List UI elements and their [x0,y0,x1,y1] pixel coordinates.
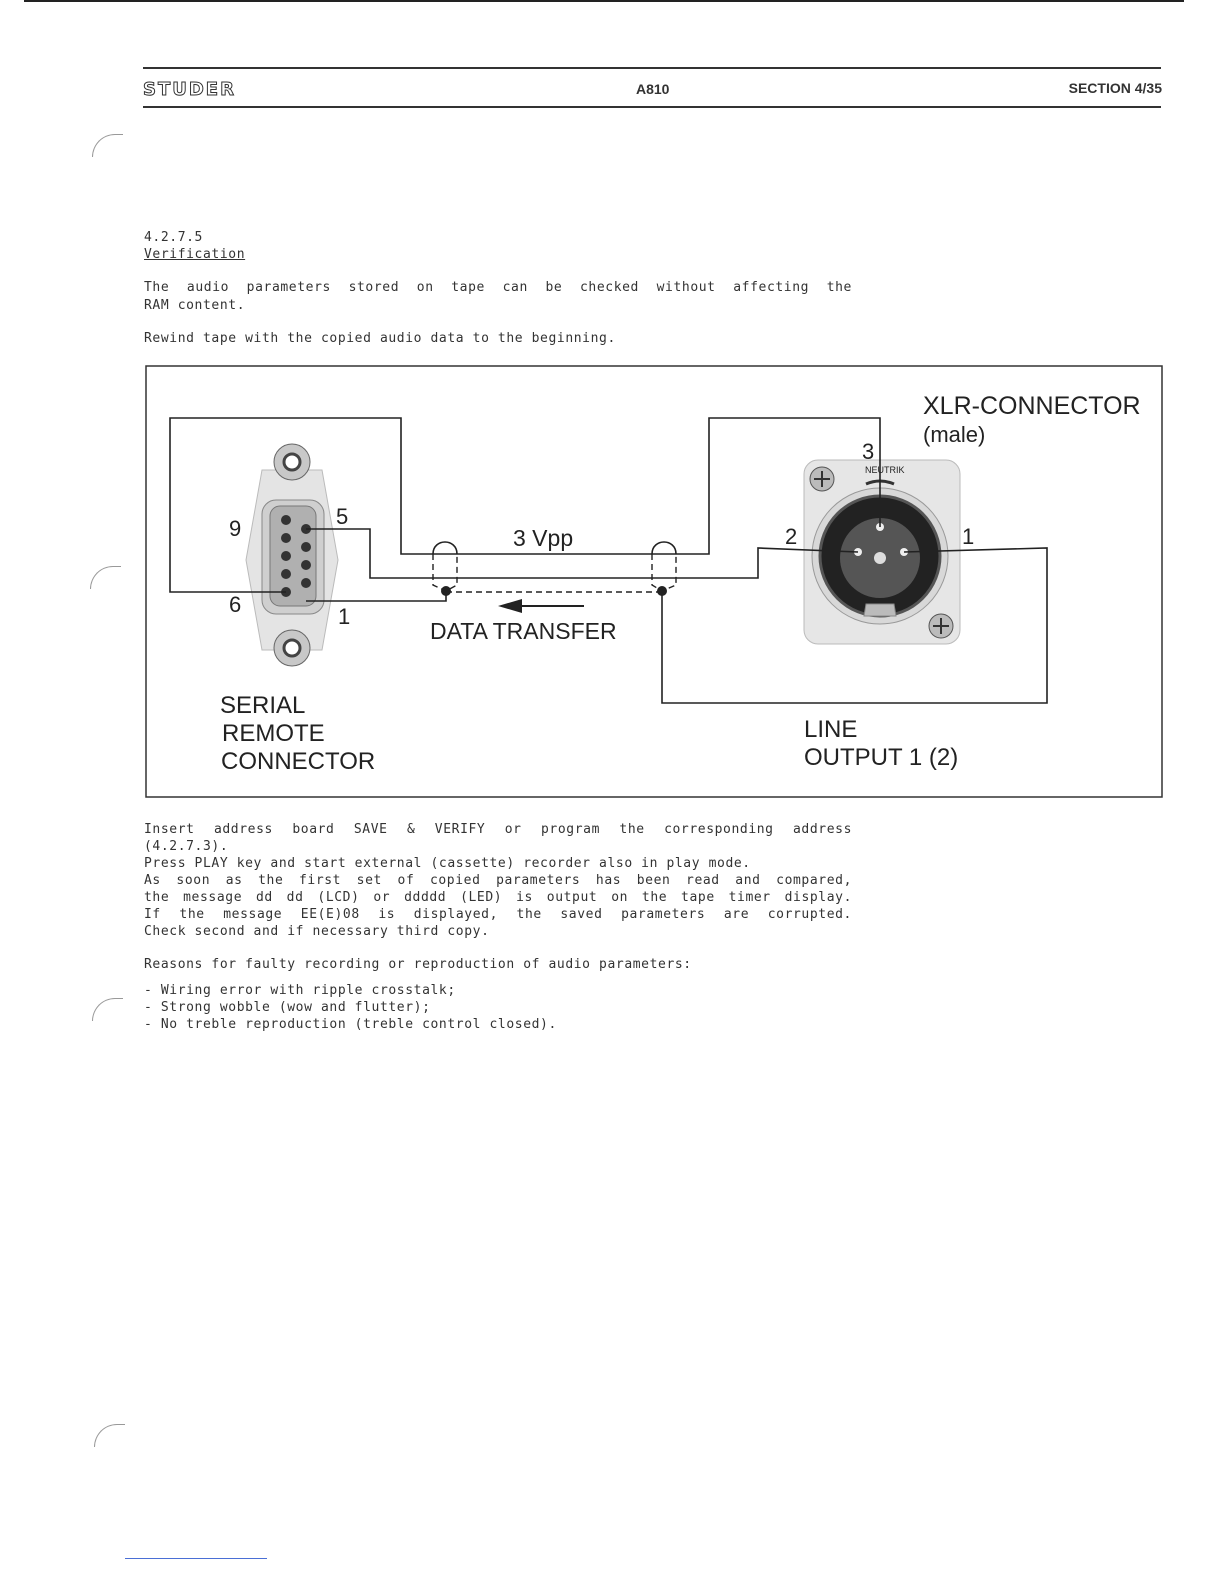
studer-logo: STUDER [143,79,236,100]
body-line-7: Check second and if necessary third copy. [144,924,490,939]
serial-label-line-2: REMOTE [222,720,325,747]
dsub-pin-5-label: 5 [336,504,349,529]
section-title: Verification [144,247,246,262]
body-line-3: Press PLAY key and start external (cassette) recorder also in play mode. [144,856,751,871]
shield-lines [433,554,676,592]
section-number: 4.2.7.5 [144,230,203,245]
shield-junction-left [441,586,451,596]
reason-item: - No treble reproduction (treble control closed). [144,1017,557,1032]
section-page-number: SECTION 4/35 [1068,80,1162,96]
signal-level-label: 3 Vpp [513,525,574,551]
reasons-title: Reasons for faulty recording or reproduction of audio parameters: [144,957,692,972]
line-output-line-2: OUTPUT 1 (2) [804,744,959,771]
line-output-line-1: LINE [804,716,858,743]
intro-line-1: The audio parameters stored on tape can be checked without affecting the [144,280,852,295]
xlr-brand-mark: NEUTRIK [865,465,905,475]
dsub-connector-photo [246,444,338,666]
body-line-5: the message dd dd (LCD) or ddddd (LED) is output on the tape timer display. [144,890,852,905]
serial-label-line-3: CONNECTOR [221,748,376,775]
body-line-2: (4.2.7.3). [144,839,229,854]
data-transfer-label: DATA TRANSFER [430,618,617,644]
xlr-title: XLR-CONNECTOR [923,392,1141,420]
xlr-pin-1-label: 1 [962,524,975,549]
footer-link-line [125,1558,267,1559]
rewind-instruction: Rewind tape with the copied audio data to the beginning. [144,331,616,346]
dsub-pin-9-label: 9 [229,516,242,541]
xlr-pin-3-label: 3 [862,439,875,464]
model-number: A810 [636,81,670,97]
body-line-6: If the message EE(E)08 is displayed, the saved parameters are corrupted. [144,907,852,922]
xlr-subtitle: (male) [923,422,986,447]
body-line-1: Insert address board SAVE & VERIFY or program the corresponding address [144,822,852,837]
serial-label-line-1: SERIAL [220,692,306,719]
reason-item: - Strong wobble (wow and flutter); [144,1000,431,1015]
xlr-pin-2-label: 2 [785,524,798,549]
dsub-pin-1-label: 1 [338,604,351,629]
data-transfer-arrow [498,599,584,613]
reason-item: - Wiring error with ripple crosstalk; [144,983,456,998]
dsub-pin-6-label: 6 [229,592,242,617]
shield-junction-right [657,586,667,596]
body-line-4: As soon as the first set of copied parameters has been read and compared, [144,873,852,888]
xlr-connector-photo [804,460,960,644]
intro-line-2: RAM content. [144,298,246,313]
